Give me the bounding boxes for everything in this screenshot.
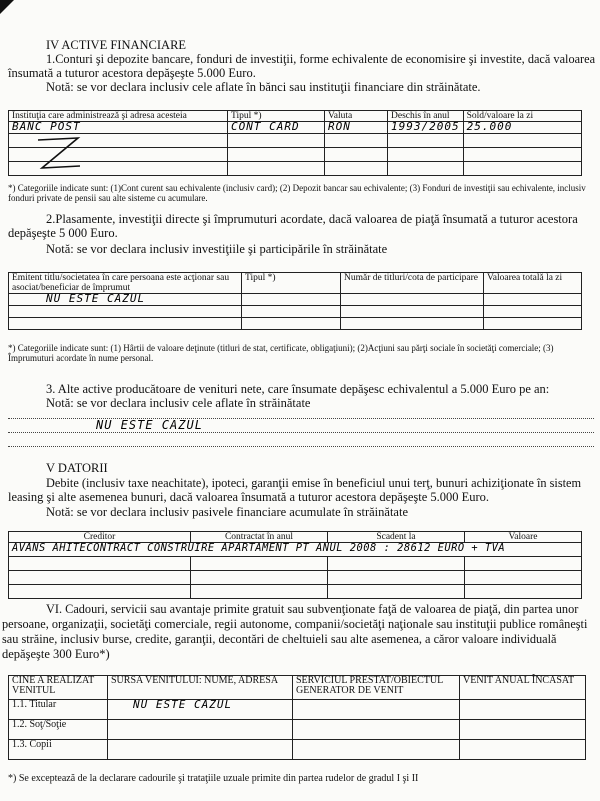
paragraph-alte-active-nota: Notă: se vor declara inclusiv cele aflate în străinătate — [46, 396, 311, 410]
handwritten-nu-este-cazul: NU ESTE CAZUL — [46, 292, 146, 305]
dotted-line — [8, 432, 594, 433]
row-label-titular: 1.1. Titular — [9, 700, 108, 720]
section-heading-datorii: V DATORII — [46, 461, 108, 475]
table-datorii — [8, 531, 582, 599]
table-header-cell: Deschis în anul — [388, 111, 464, 122]
handwritten-z-crossout — [34, 134, 84, 174]
paragraph-plasamente-line1: 2.Plasamente, investiţii directe şi împrumuturi acordate, dacă valoarea de piaţă însumată a tuturor acestora — [46, 212, 578, 226]
table-header-cell: Valoarea totală la zi — [484, 273, 582, 294]
table-header-cell: Instituţia care administrează şi adresa acesteia — [9, 111, 228, 122]
handwritten-balance: 25.000 — [466, 120, 513, 133]
table-header-cell: Tipul *) — [242, 273, 341, 294]
table-header-cell: Număr de titluri/cota de participare — [341, 273, 484, 294]
paragraph-datorii-nota: Notă: se vor declara inclusiv pasivele financiare acumulate în străinătate — [46, 505, 408, 519]
paragraph-datorii-line2: leasing şi alte asemenea bunuri, dacă valoarea însumată a tuturor acestora depăşeşte 5.000 Euro. — [8, 490, 490, 504]
paragraph-alte-active: 3. Alte active producătoare de venituri nete, care însumate depăşesc echivalentul a 5.000 Euro pe an: — [46, 382, 550, 396]
row-label-sot-sotie: 1.2. Soţ/Soţie — [9, 720, 108, 740]
row-label-copii: 1.3. Copii — [9, 740, 108, 760]
handwritten-account-type: CONT CARD — [231, 120, 300, 133]
table-header-cell: Creditor — [9, 532, 191, 543]
handwritten-bank-name: BANC POST — [12, 120, 81, 133]
handwritten-nu-este-cazul: NU ESTE CAZUL — [133, 698, 233, 711]
table-header-cell: VENIT ANUAL ÎNCASAT — [460, 676, 586, 700]
paragraph-cadouri-line1: VI. Cadouri, servicii sau avantaje primite gratuit sau subvenţionate faţă de valoarea de piaţă, din partea unor — [46, 602, 579, 616]
handwritten-datorie-avans: AVANS AHITECONTRACT CONSTRUIRE APARTAMENT PT ANUL 2008 : 28612 EURO + TVA — [12, 542, 506, 554]
footnote-categorii-conturi: *) Categoriile indicate sunt: (1)Cont curent sau echivalente (inclusiv card); (2) Depozit bancar sau echivalente; (3) Fonduri de investiţii sau echivalente, inclusiv fonduri private de pensii sau alte sisteme cu acumulare. — [8, 183, 586, 203]
paragraph-plasamente-nota: Notă: se vor declara inclusiv investiţiile şi participările în străinătate — [46, 242, 388, 256]
paragraph-cadouri-line2: persoane, organizaţii, societăţi comerciale, regii autonome, companii/societăţi naţionale sau instituţii publice româneşti — [2, 617, 588, 631]
paragraph-datorii-line1: Debite (inclusiv taxe neachitate), ipoteci, garanţii emise în beneficiul unui terţ, bunuri achiziţionate în sistem — [46, 476, 582, 490]
footnote-cadouri: *) Se exceptează de la declarare cadourile şi trataţiile uzuale primite din partea rudelor de gradul I şi II — [8, 773, 419, 784]
table-conturi-depozite — [8, 110, 582, 176]
page-corner-mark — [0, 0, 14, 14]
handwritten-currency: RON — [328, 120, 351, 133]
table-header-cell: Contractat în anul — [191, 532, 328, 543]
paragraph-cadouri-line4: depăşeşte 300 Euro*) — [2, 647, 110, 661]
handwritten-nu-este-cazul: NU ESTE CAZUL — [96, 418, 203, 432]
table-header-cell: Valuta — [325, 111, 388, 122]
table-header-cell: Emitent titlu/societatea în care persoana este acţionar sau asociat/beneficiar de împrumut — [9, 273, 242, 294]
table-header-cell: Valoare — [465, 532, 582, 543]
table-header-cell: CINE A REALIZAT VENITUL — [9, 676, 108, 700]
paragraph-plasamente-line2: depăşeşte 5 000 Euro. — [8, 226, 118, 240]
table-header-cell: Sold/valoare la zi — [463, 111, 581, 122]
table-header-cell: Scadent la — [328, 532, 465, 543]
table-plasamente — [8, 272, 582, 330]
section-heading-active-financiare: IV ACTIVE FINANCIARE — [46, 38, 187, 52]
table-cadouri — [8, 675, 586, 760]
paragraph-conturi-line2: însumată a tuturor acestora depăşeşte 5.000 Euro. — [8, 66, 256, 80]
paragraph-conturi-nota: Notă: se vor declara inclusiv cele aflate în bănci sau instituţii financiare din străinătate. — [46, 80, 481, 94]
paragraph-conturi-line1: 1.Conturi şi depozite bancare, fonduri de investiţii, forme echivalente de economisire şi investite, dacă valoarea — [46, 52, 596, 66]
table-header-cell: Tipul *) — [228, 111, 325, 122]
dotted-line — [8, 446, 594, 447]
handwritten-year-opened: 1993/2005 — [391, 120, 460, 133]
table-header-cell: SURSA VENITULUI: NUME, ADRESA — [108, 676, 293, 700]
footnote-categorii-plasamente: *) Categoriile indicate sunt: (1) Hârtii de valoare deţinute (titluri de stat, certificate, obligaţiuni); (2)Acţiuni sau părţi sociale în societăţi comerciale; (3) Împrumuturi acordate în nume personal. — [8, 343, 554, 363]
table-header-cell: SERVICIUL PRESTAT/OBIECTUL GENERATOR DE VENIT — [293, 676, 460, 700]
paragraph-cadouri-line3: sau străine, inclusiv burse, credite, garanţii, decontări de cheltuieli sau alte asemenea, a căror valoare individuală — [2, 632, 557, 646]
